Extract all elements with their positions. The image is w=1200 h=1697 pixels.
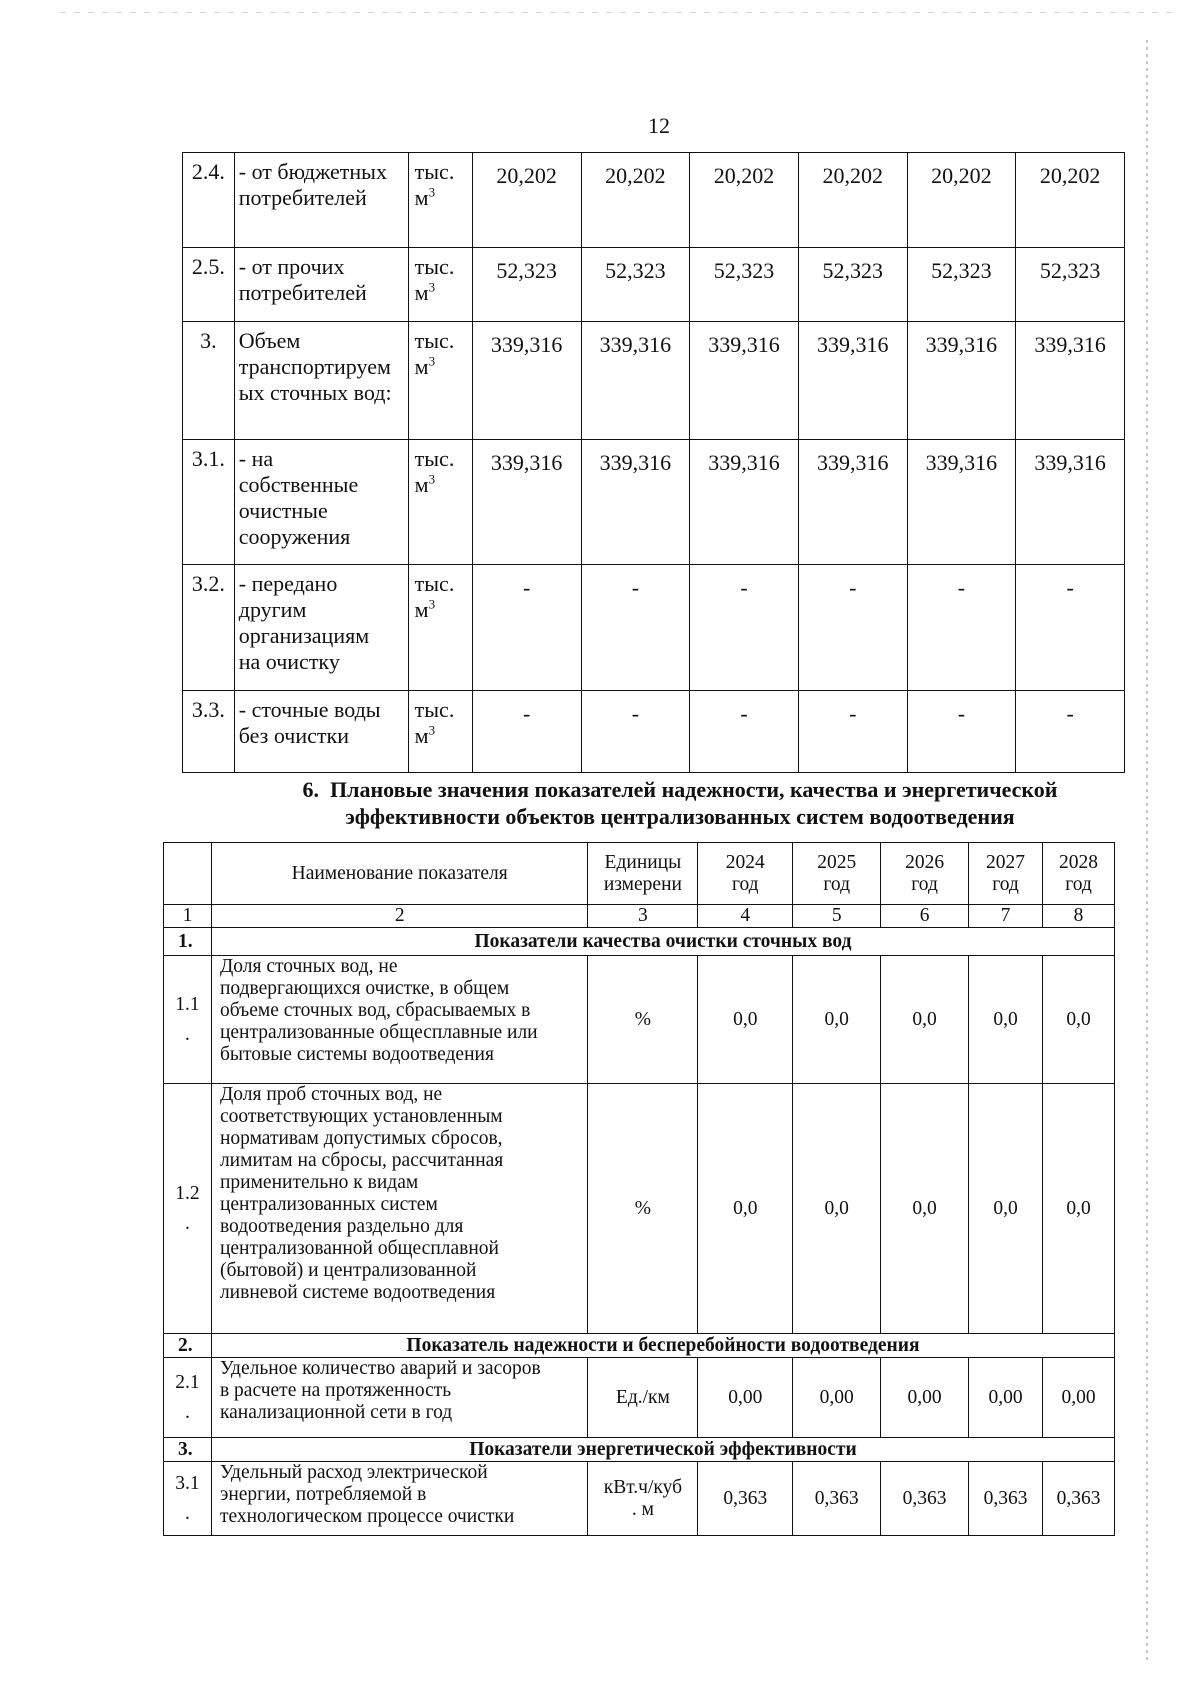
cell-value: - <box>472 565 581 691</box>
cell-value: 0,0 <box>881 956 969 1084</box>
table-row <box>183 440 1125 565</box>
row-number: 3.1 . <box>164 1462 212 1536</box>
cell-value: 52,323 <box>581 248 690 322</box>
row-name: Доля проб сточных вод, не соответствующих установленным нормативам допустимых сбросов, лимитам на сбросы, рассчитанная применительно к видам централизованных систем водоотведения раздельно для централизованной общесплавной (бытовой) и централизованной ливневой системе водоотведения <box>211 1084 587 1334</box>
table-row <box>164 956 1115 1084</box>
cell-value: - <box>690 691 799 773</box>
cell-value: 0,00 <box>698 1358 793 1438</box>
header-cell-year: 2024 год <box>698 843 793 905</box>
section-row <box>164 1438 1115 1462</box>
cell-value: 0,363 <box>793 1462 881 1536</box>
row-unit: тыс. $м^3$ <box>408 322 472 440</box>
cell-value: 52,323 <box>472 248 581 322</box>
section-title: Показатели качества очистки сточных вод <box>211 928 1114 956</box>
row-unit: % <box>588 956 698 1084</box>
column-number: 4 <box>698 905 793 928</box>
table-row <box>164 1084 1115 1334</box>
row-name: - от прочих потребителей <box>234 248 408 322</box>
cell-value: 339,316 <box>798 322 907 440</box>
cell-value: - <box>907 691 1016 773</box>
cell-value: 339,316 <box>690 440 799 565</box>
scan-artifact-top <box>60 12 1180 13</box>
cell-value: 339,316 <box>798 440 907 565</box>
table-row <box>183 153 1125 248</box>
row-unit: тыс. $м^3$ <box>408 565 472 691</box>
cell-value: - <box>1016 565 1125 691</box>
column-number: 8 <box>1043 905 1115 928</box>
cell-value: 0,0 <box>698 956 793 1084</box>
section-title-line1: Плановые значения показателей надежности, качества и энергетической <box>330 777 1058 802</box>
cell-value: 52,323 <box>798 248 907 322</box>
cell-value: 20,202 <box>472 153 581 248</box>
row-unit: тыс. $м^3$ <box>408 691 472 773</box>
table-row <box>183 565 1125 691</box>
cell-value: - <box>690 565 799 691</box>
row-name: Удельное количество аварий и засоров в расчете на протяженность канализационной сети в год <box>211 1358 587 1438</box>
cell-value: - <box>581 565 690 691</box>
column-number: 7 <box>969 905 1043 928</box>
row-number: 2.4. <box>183 153 235 248</box>
cell-value: 339,316 <box>581 440 690 565</box>
cell-value: - <box>1016 691 1125 773</box>
section-title-line2: эффективности объектов централизованных систем водоотведения <box>345 804 1015 829</box>
row-name: Объем транспортируем ых сточных вод: <box>234 322 408 440</box>
header-row <box>164 843 1115 905</box>
cell-value: 0,0 <box>1043 1084 1115 1334</box>
section-heading <box>240 776 1120 830</box>
row-name: Удельный расход электрической энергии, потребляемой в технологическом процессе очистки <box>211 1462 587 1536</box>
row-number: 3.3. <box>183 691 235 773</box>
table-row <box>183 248 1125 322</box>
volume-table <box>182 152 1125 773</box>
cell-value: 0,0 <box>698 1084 793 1334</box>
row-name: - сточные воды без очистки <box>234 691 408 773</box>
cell-value: 0,0 <box>793 956 881 1084</box>
header-cell-name: Наименование показателя <box>211 843 587 905</box>
column-number: 6 <box>881 905 969 928</box>
cell-value: 0,363 <box>881 1462 969 1536</box>
header-cell-index <box>164 843 212 905</box>
cell-value: 0,00 <box>793 1358 881 1438</box>
row-unit: Ед./км <box>588 1358 698 1438</box>
cell-value: 0,00 <box>1043 1358 1115 1438</box>
cell-value: 0,0 <box>1043 956 1115 1084</box>
section-row <box>164 928 1115 956</box>
column-number: 3 <box>588 905 698 928</box>
cell-value: 339,316 <box>1016 322 1125 440</box>
table-row <box>183 322 1125 440</box>
column-number: 1 <box>164 905 212 928</box>
header-cell-unit: Единицы измерени <box>588 843 698 905</box>
row-number: 1.2 . <box>164 1084 212 1334</box>
section-number: 1. <box>164 928 212 956</box>
row-name: - на собственные очистные сооружения <box>234 440 408 565</box>
cell-value: - <box>581 691 690 773</box>
section-number: 2. <box>164 1334 212 1358</box>
section-number: 6. <box>302 777 319 802</box>
column-number: 2 <box>211 905 587 928</box>
table-row <box>164 1462 1115 1536</box>
cell-value: 0,363 <box>1043 1462 1115 1536</box>
row-unit: кВт.ч/куб . м <box>588 1462 698 1536</box>
cell-value: 339,316 <box>1016 440 1125 565</box>
cell-value: 0,00 <box>969 1358 1043 1438</box>
header-cell-year: 2027 год <box>969 843 1043 905</box>
cell-value: 339,316 <box>690 322 799 440</box>
header-cell-year: 2026 год <box>881 843 969 905</box>
row-name: - от бюджетных потребителей <box>234 153 408 248</box>
cell-value: 20,202 <box>1016 153 1125 248</box>
cell-value: 0,0 <box>881 1084 969 1334</box>
row-unit: тыс. $м^3$ <box>408 248 472 322</box>
section-title: Показатель надежности и бесперебойности водоотведения <box>211 1334 1114 1358</box>
cell-value: 339,316 <box>907 322 1016 440</box>
scan-artifact-edge <box>1146 40 1148 1660</box>
section-title: Показатели энергетической эффективности <box>211 1438 1114 1462</box>
header-cell-year: 2028 год <box>1043 843 1115 905</box>
column-number: 5 <box>793 905 881 928</box>
indicators-table <box>163 842 1115 1536</box>
row-unit: тыс. $м^3$ <box>408 153 472 248</box>
section-row <box>164 1334 1115 1358</box>
cell-value: 339,316 <box>472 322 581 440</box>
table-row <box>183 691 1125 773</box>
cell-value: - <box>798 691 907 773</box>
cell-value: 52,323 <box>907 248 1016 322</box>
cell-value: 0,363 <box>969 1462 1043 1536</box>
cell-value: 52,323 <box>690 248 799 322</box>
cell-value: 0,00 <box>881 1358 969 1438</box>
cell-value: 339,316 <box>581 322 690 440</box>
cell-value: 0,0 <box>793 1084 881 1334</box>
cell-value: 52,323 <box>1016 248 1125 322</box>
row-number: 3.2. <box>183 565 235 691</box>
cell-value: 20,202 <box>690 153 799 248</box>
cell-value: 339,316 <box>907 440 1016 565</box>
cell-value: 0,363 <box>698 1462 793 1536</box>
cell-value: 0,0 <box>969 956 1043 1084</box>
row-name: - передано другим организациям на очистку <box>234 565 408 691</box>
table-row <box>164 1358 1115 1438</box>
cell-value: 20,202 <box>798 153 907 248</box>
header-cell-year: 2025 год <box>793 843 881 905</box>
cell-value: 0,0 <box>969 1084 1043 1334</box>
cell-value: 20,202 <box>581 153 690 248</box>
row-number: 2.1 . <box>164 1358 212 1438</box>
cell-value: 339,316 <box>472 440 581 565</box>
row-number: 1.1 . <box>164 956 212 1084</box>
cell-value: - <box>907 565 1016 691</box>
cell-value: - <box>798 565 907 691</box>
row-number: 2.5. <box>183 248 235 322</box>
cell-value: 20,202 <box>907 153 1016 248</box>
row-number: 3. <box>183 322 235 440</box>
row-number: 3.1. <box>183 440 235 565</box>
cell-value: - <box>472 691 581 773</box>
row-unit: тыс. $м^3$ <box>408 440 472 565</box>
row-unit: % <box>588 1084 698 1334</box>
section-number: 3. <box>164 1438 212 1462</box>
page-number: 12 <box>648 113 670 138</box>
row-name: Доля сточных вод, не подвергающихся очистке, в общем объеме сточных вод, сбрасываемых в централизованные общесплавные или бытовые системы водоотведения <box>211 956 587 1084</box>
column-number-row <box>164 905 1115 928</box>
